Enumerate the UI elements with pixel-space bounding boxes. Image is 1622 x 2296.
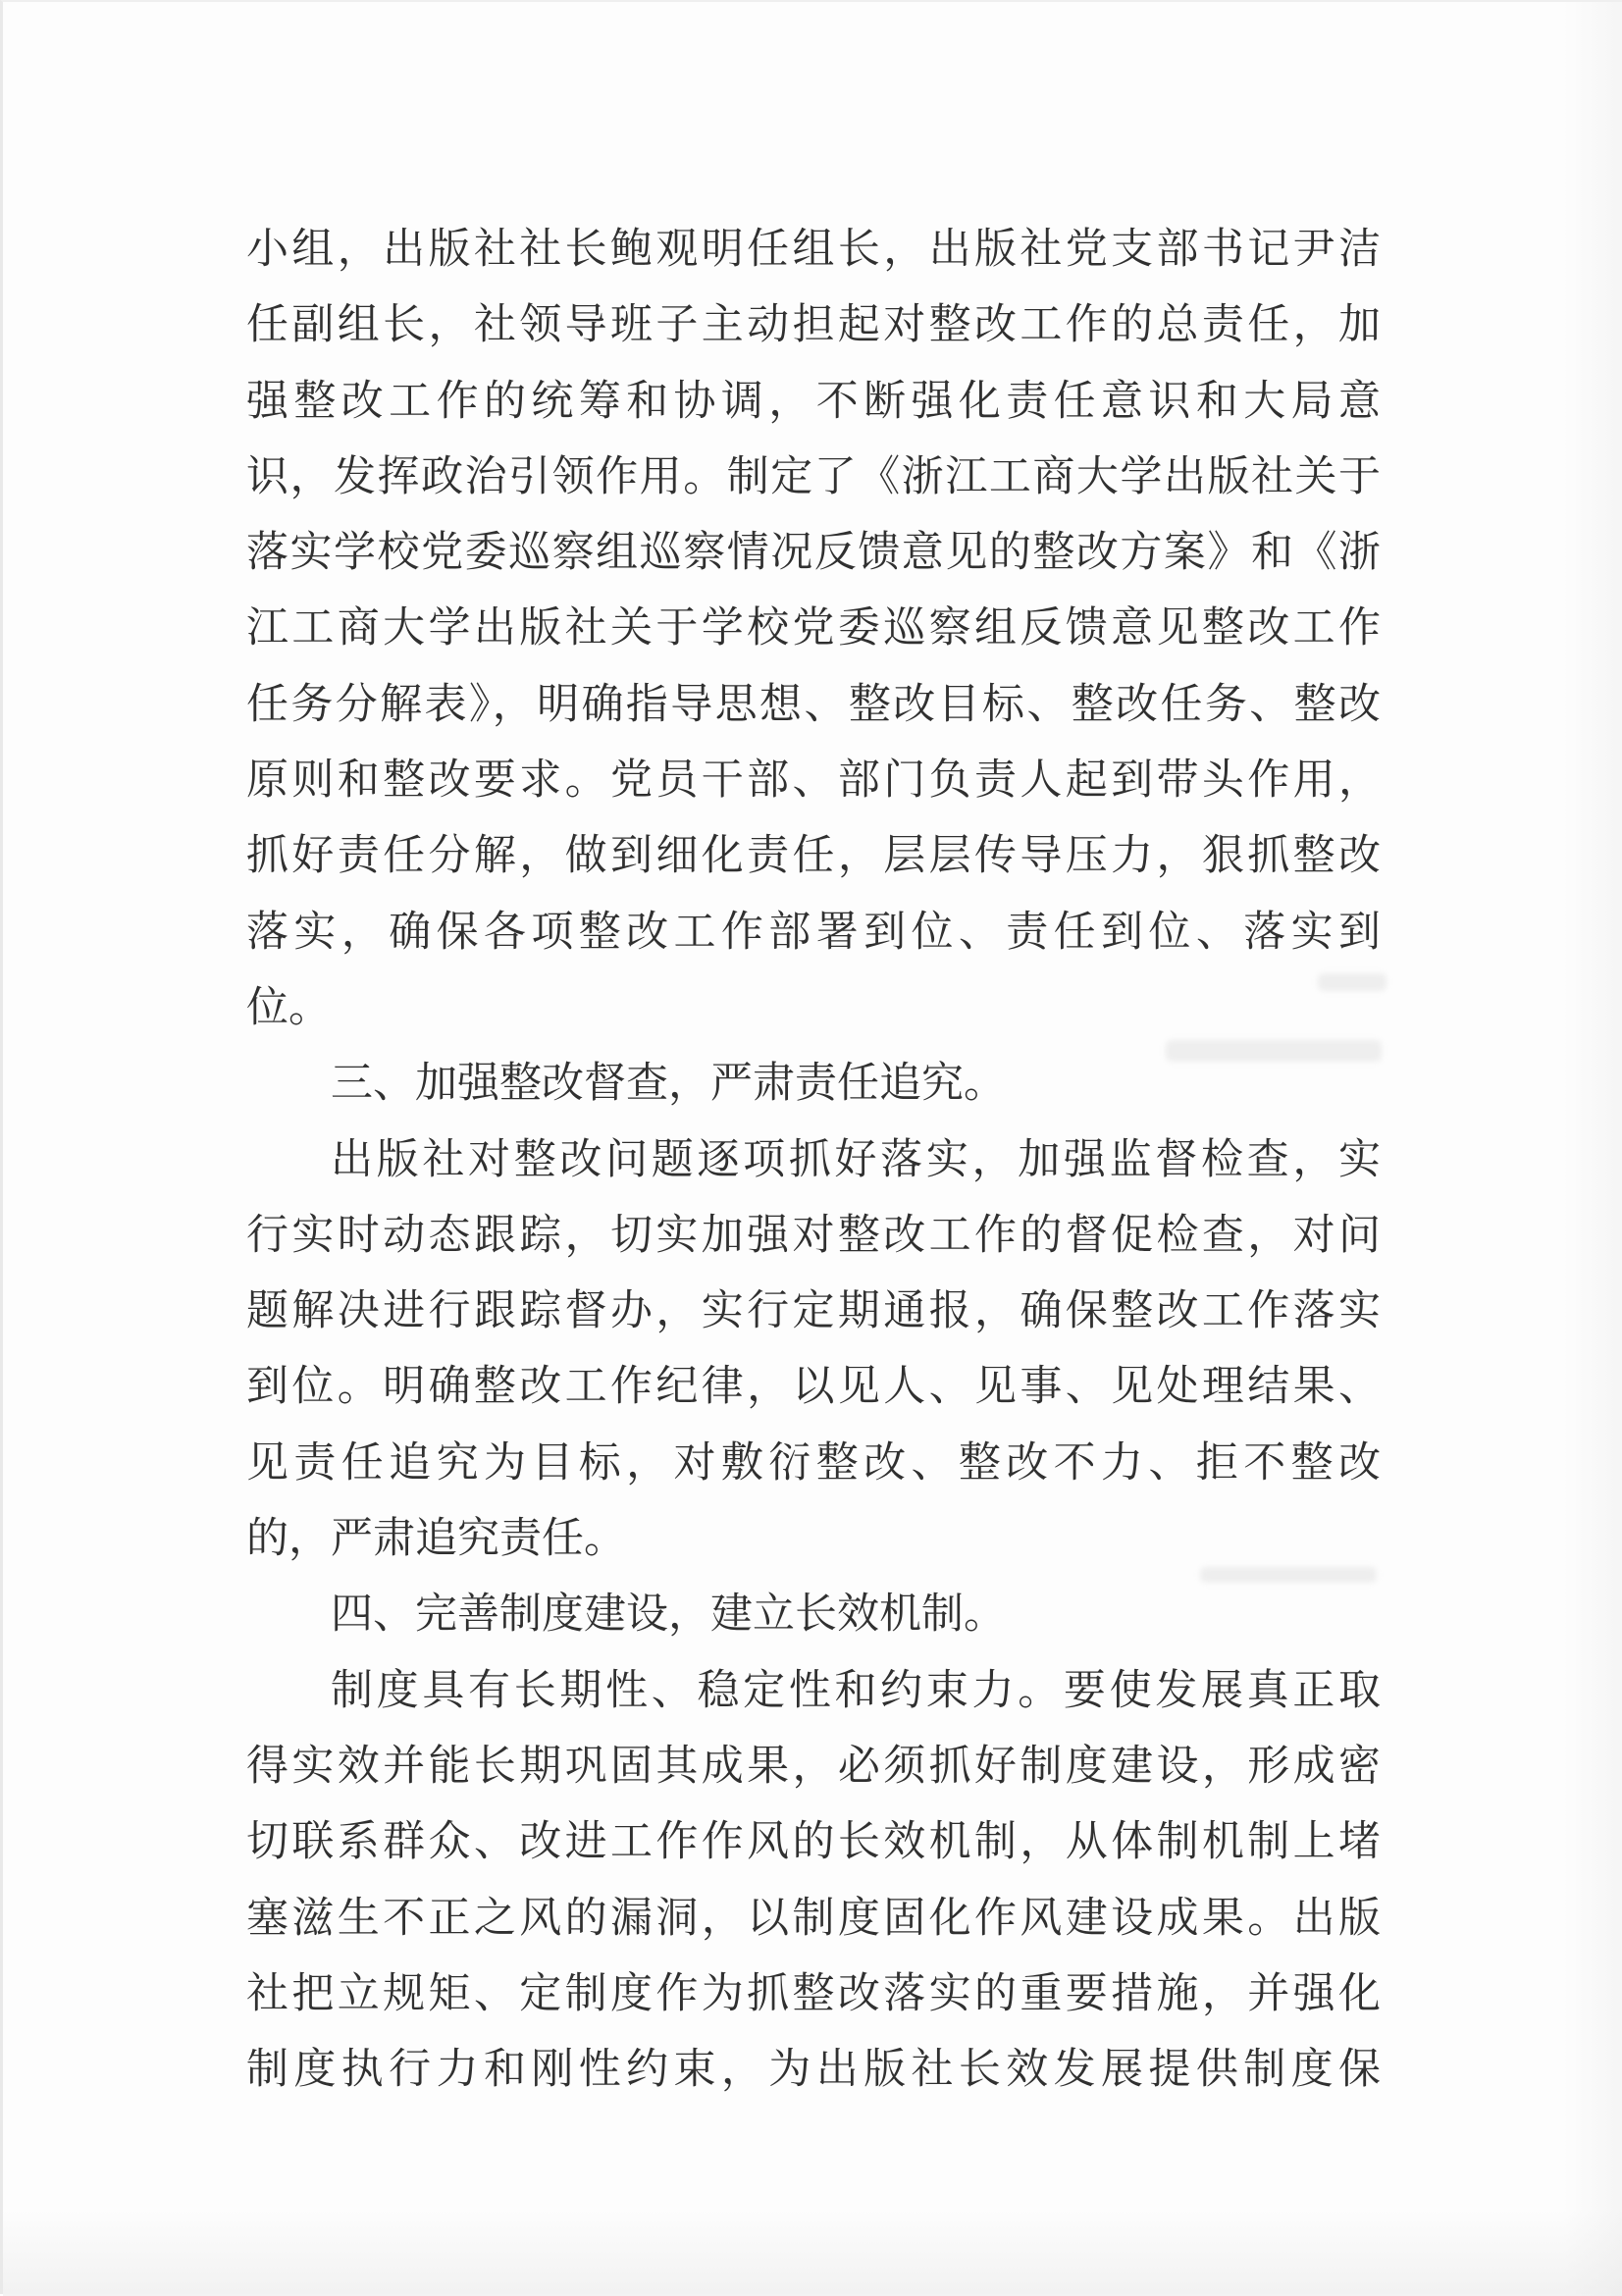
text-line: 位。 <box>246 982 331 1032</box>
text-line: 制度执行力和刚性约束，为出版社长效发展提供制度保 <box>246 2045 1381 2095</box>
text-line: 出版社对整改问题逐项抓好落实，加强监督检查，实 <box>331 1134 1381 1184</box>
text-line: 落实学校党委巡察组巡察情况反馈意见的整改方案》和《浙 <box>246 528 1381 578</box>
scan-bottom-shadow <box>3 2210 1622 2296</box>
text-line: 任务分解表》，明确指导思想、整改目标、整改任务、整改 <box>246 679 1381 729</box>
text-line: 抓好责任分解，做到细化责任，层层传导压力，狠抓整改 <box>246 831 1381 881</box>
section-heading: 四、完善制度建设，建立长效机制。 <box>331 1590 1006 1640</box>
section-heading: 三、加强整改督查，严肃责任追究。 <box>331 1059 1006 1109</box>
text-line: 切联系群众、改进工作作风的长效机制，从体制机制上堵 <box>246 1817 1381 1867</box>
text-line: 任副组长，社领导班子主动担起对整改工作的总责任，加 <box>246 300 1381 350</box>
text-line: 制度具有长期性、稳定性和约束力。要使发展真正取 <box>331 1665 1381 1715</box>
text-line: 社把立规矩、定制度作为抓整改落实的重要措施，并强化 <box>246 1968 1381 2018</box>
text-line: 得实效并能长期巩固其成果，必须抓好制度建设，形成密 <box>246 1741 1381 1791</box>
text-line: 到位。明确整改工作纪律，以见人、见事、见处理结果、 <box>246 1362 1381 1412</box>
text-line: 的，严肃追究责任。 <box>246 1514 626 1564</box>
text-line: 落实，确保各项整改工作部署到位、责任到位、落实到 <box>246 907 1381 957</box>
text-line: 见责任追究为目标，对敷衍整改、整改不力、拒不整改 <box>246 1437 1381 1487</box>
text-line: 题解决进行跟踪督办，实行定期通报，确保整改工作落实 <box>246 1286 1381 1336</box>
text-line: 塞滋生不正之风的漏洞，以制度固化作风建设成果。出版 <box>246 1893 1381 1943</box>
text-line: 江工商大学出版社关于学校党委巡察组反馈意见整改工作 <box>246 603 1381 653</box>
text-line: 小组，出版社社长鲍观明任组长，出版社党支部书记尹洁 <box>246 225 1381 274</box>
text-line: 原则和整改要求。党员干部、部门负责人起到带头作用， <box>246 756 1381 806</box>
scan-edge-shadow <box>1563 2 1622 2296</box>
text-line: 识，发挥政治引领作用。制定了《浙江工商大学出版社关于 <box>246 451 1381 501</box>
text-line: 强整改工作的统筹和协调，不断强化责任意识和大局意 <box>246 376 1381 426</box>
body-text <box>246 212 1381 2108</box>
text-line: 行实时动态跟踪，切实加强对整改工作的督促检查，对问 <box>246 1210 1381 1260</box>
